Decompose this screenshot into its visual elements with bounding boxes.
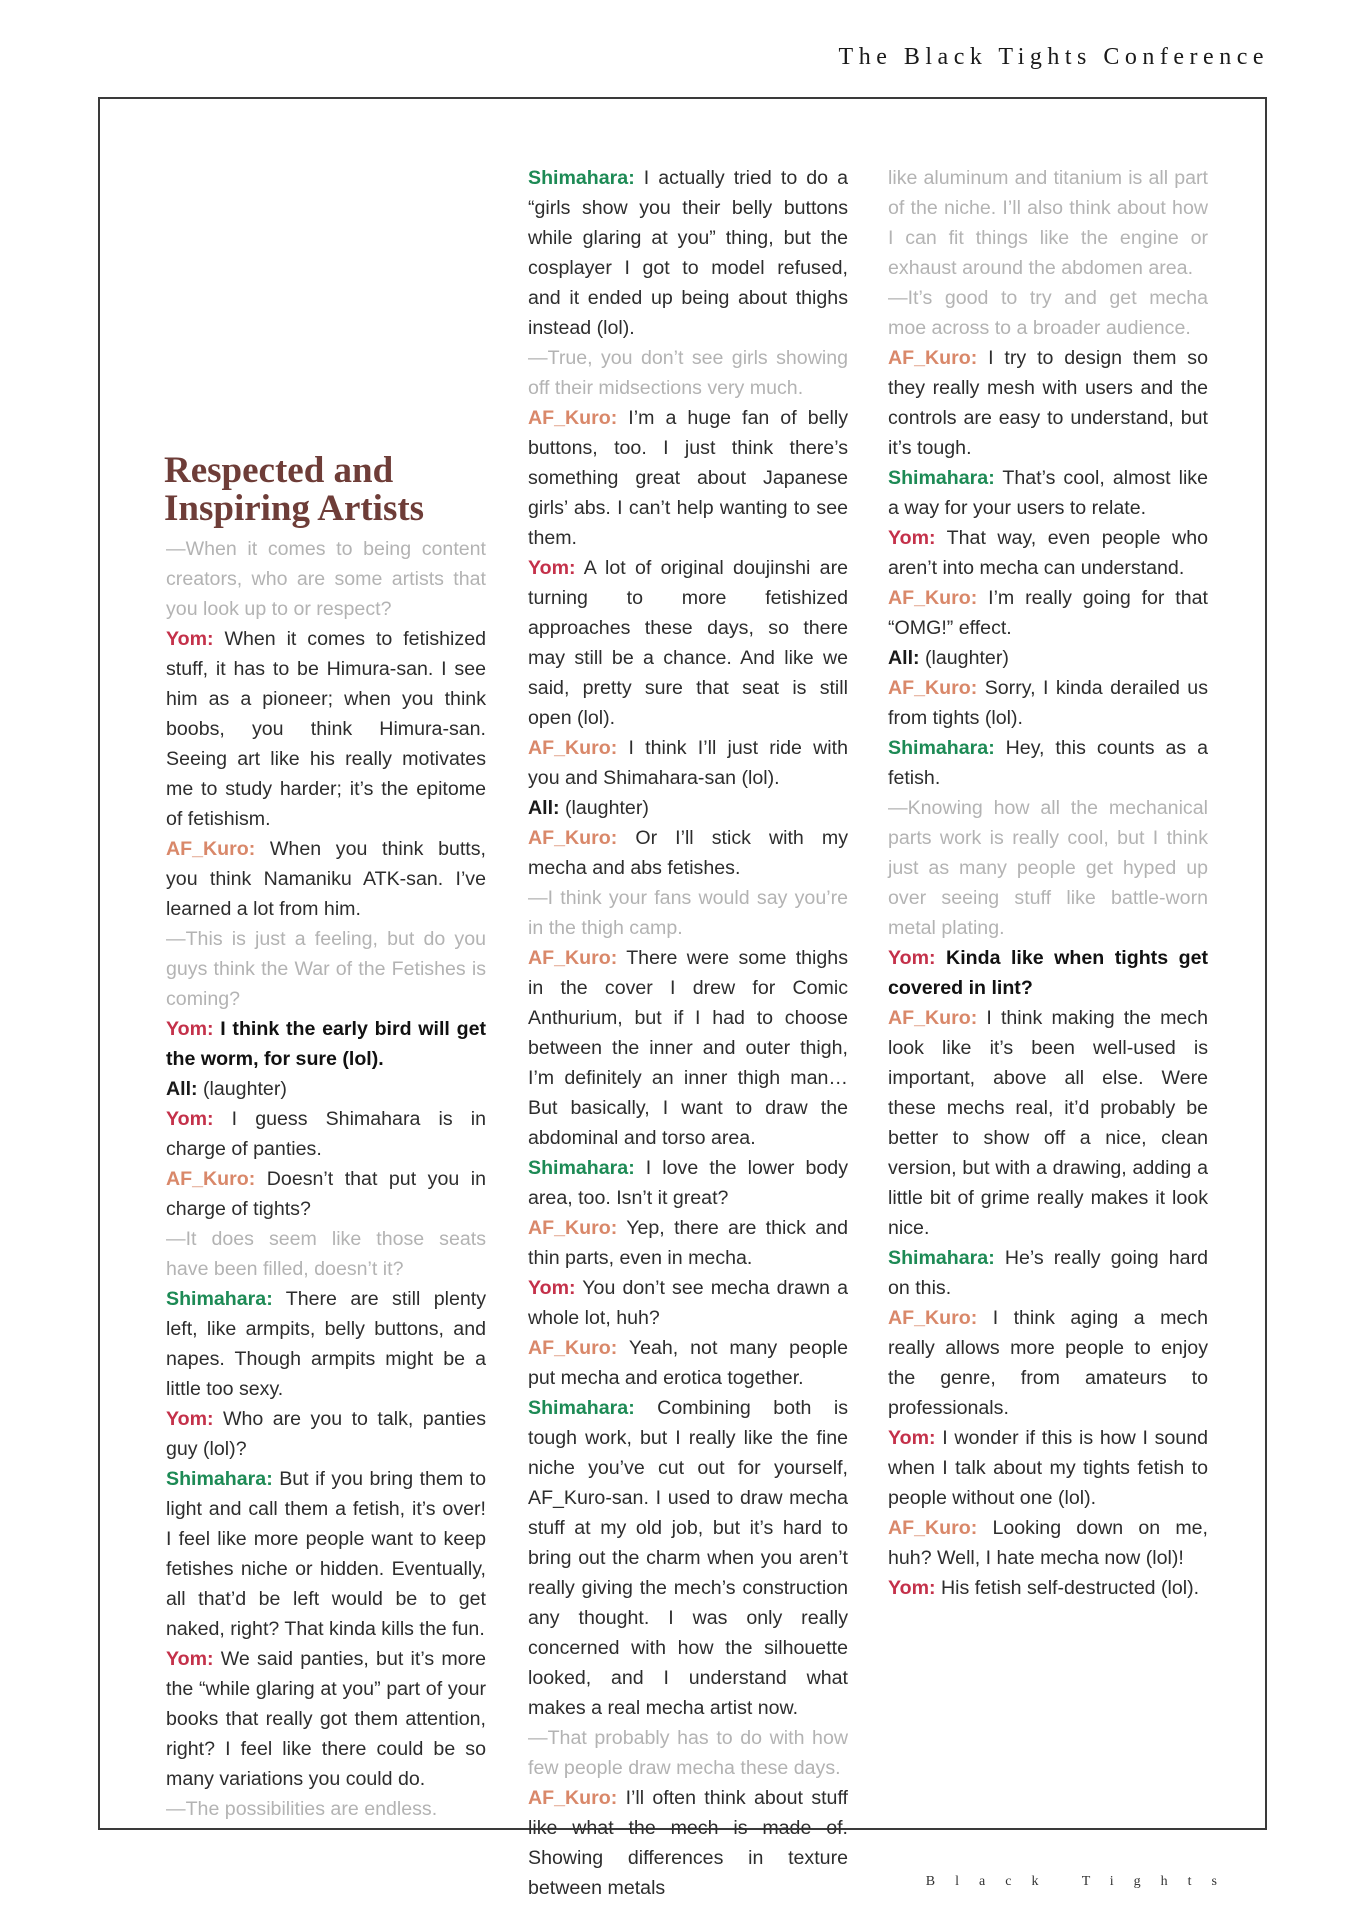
dialogue-text: —The possibilities are endless. [166,1798,438,1820]
speaker-name: Yom: [166,1018,214,1040]
dialogue-text: Or I’ll stick with my mecha and abs fetishes. [528,827,848,879]
dialogue-text: —It’s good to try and get mecha moe across to a broader audience. [888,287,1208,339]
dialogue-text: I think aging a mech really allows more people to enjoy the genre, from amateurs to professionals. [888,1307,1208,1419]
speaker-name: Yom: [528,557,576,579]
dialogue-text: Hey, this counts as a fetish. [888,737,1208,789]
dialogue-line [166,624,486,834]
speaker-name: Shimahara: [888,467,995,489]
dialogue-text: His fetish self-destructed (lol). [935,1577,1200,1599]
speaker-name: Yom: [888,1577,936,1599]
speaker-name: Yom: [888,1427,936,1449]
dialogue-line [888,733,1208,793]
dialogue-line [528,163,848,343]
speaker-name: AF_Kuro: [528,1787,618,1809]
dialogue-text: (laughter) [919,647,1009,669]
speaker-name: Yom: [166,1648,214,1670]
speaker-name: Shimahara: [888,737,995,759]
speaker-name: AF_Kuro: [888,1007,978,1029]
speaker-name: AF_Kuro: [888,1517,978,1539]
dialogue-line [528,553,848,733]
dialogue-line [528,1153,848,1213]
dialogue-text: —True, you don’t see girls showing off their midsections very much. [528,347,848,399]
dialogue-text: When it comes to fetishized stuff, it has to be Himura-san. I see him as a pioneer; when you think boobs, you think Himura-san. Seeing art like his really motivates me to study harder; it’s the epitome of fetishism. [166,628,486,830]
dialogue-line [888,943,1208,1003]
interviewer-question [528,1723,848,1783]
dialogue-text: But if you bring them to light and call them a fetish, it’s over! I feel like more people want to keep fetishes niche or hidden. Eventually, all that’d be left would be to get naked, right? That kinda kills the fun. [166,1468,486,1640]
dialogue-text: I guess Shimahara is in charge of panties. [166,1108,486,1160]
dialogue-line [888,1303,1208,1423]
dialogue-line [888,583,1208,643]
speaker-name: Yom: [166,1408,214,1430]
dialogue-line [166,834,486,924]
dialogue-line [166,1014,486,1074]
interviewer-question [888,793,1208,943]
column-3 [888,163,1208,1603]
speaker-name: Yom: [888,947,936,969]
dialogue-text: like aluminum and titanium is all part of the niche. I’ll also think about how I can fit things like the engine or exhaust around the abdomen area. [888,167,1208,279]
dialogue-text: —That probably has to do with how few people draw mecha these days. [528,1727,848,1779]
dialogue-line [528,1333,848,1393]
dialogue-line [528,403,848,553]
dialogue-text: I wonder if this is how I sound when I talk about my tights fetish to people without one (lol). [888,1427,1208,1509]
dialogue-text: I’m really going for that “OMG!” effect. [888,587,1208,639]
dialogue-text: You don’t see mecha drawn a whole lot, huh? [528,1277,848,1329]
speaker-name: Shimahara: [528,1397,635,1419]
dialogue-line [888,523,1208,583]
interviewer-question [528,883,848,943]
dialogue-text: I try to design them so they really mesh with users and the controls are easy to understand, but it’s tough. [888,347,1208,459]
dialogue-text: I think I’ll just ride with you and Shimahara-san (lol). [528,737,848,789]
dialogue-text: He’s really going hard on this. [888,1247,1208,1299]
dialogue-line [166,1404,486,1464]
interviewer-question [888,163,1208,283]
dialogue-text: I’m a huge fan of belly buttons, too. I just think there’s something great about Japanese girls’ abs. I can’t help wanting to see them. [528,407,848,549]
interviewer-question [528,343,848,403]
column-1 [166,534,486,1824]
dialogue-line [888,463,1208,523]
dialogue-text: Kinda like when tights get covered in lint? [888,947,1208,999]
dialogue-text: Looking down on me, huh? Well, I hate mecha now (lol)! [888,1517,1208,1569]
dialogue-text: We said panties, but it’s more the “while glaring at you” part of your books that really got them attention, right? I feel like there could be so many variations you could do. [166,1648,486,1790]
speaker-name: Yom: [166,1108,214,1130]
dialogue-text: I actually tried to do a “girls show you their belly buttons while glaring at you” thing, but the cosplayer I got to model refused, and it ended up being about thighs instead (lol). [528,167,848,339]
page-header-title: The Black Tights Conference [838,44,1269,70]
dialogue-line [166,1644,486,1794]
speaker-name: AF_Kuro: [528,1217,618,1239]
interviewer-question [166,534,486,624]
dialogue-line [888,1423,1208,1513]
dialogue-line [888,1243,1208,1303]
speaker-name: AF_Kuro: [528,407,618,429]
speaker-name: AF_Kuro: [528,1337,618,1359]
speaker-name: Shimahara: [888,1247,995,1269]
speaker-name: Shimahara: [166,1288,273,1310]
dialogue-line [166,1464,486,1644]
dialogue-line [166,1074,486,1104]
dialogue-text: There are still plenty left, like armpits, belly buttons, and napes. Though armpits might be a little too sexy. [166,1288,486,1400]
interviewer-question [888,283,1208,343]
speaker-name: AF_Kuro: [888,677,978,699]
dialogue-text: I think making the mech look like it’s been well-used is important, above all else. Were these mechs real, it’d probably be better to show off a nice, clean version, but with a drawing, adding a little bit of grime really makes it look nice. [888,1007,1208,1239]
dialogue-text: Yep, there are thick and thin parts, even in mecha. [528,1217,848,1269]
speaker-name: All: [528,797,560,819]
dialogue-line [528,823,848,883]
dialogue-text: Sorry, I kinda derailed us from tights (lol). [888,677,1208,729]
page-footer: Black Tights [925,1874,1237,1889]
dialogue-line [888,1573,1208,1603]
dialogue-text: I’ll often think about stuff like what the mech is made of. Showing differences in texture between metals [528,1787,848,1899]
dialogue-text: I love the lower body area, too. Isn’t it great? [528,1157,848,1209]
dialogue-line [528,733,848,793]
speaker-name: Yom: [166,628,214,650]
dialogue-line [528,1213,848,1273]
dialogue-text: There were some thighs in the cover I drew for Comic Anthurium, but if I had to choose between the inner and outer thigh, I’m definitely an inner thigh man… But basically, I want to draw the abdominal and torso area. [528,947,848,1149]
dialogue-line [888,1003,1208,1243]
column-2 [528,163,848,1903]
interviewer-question [166,924,486,1014]
dialogue-text: I think the early bird will get the worm, for sure (lol). [166,1018,486,1070]
dialogue-text: Doesn’t that put you in charge of tights? [166,1168,486,1220]
speaker-name: AF_Kuro: [888,347,978,369]
speaker-name: All: [166,1078,198,1100]
interviewer-question [166,1224,486,1284]
speaker-name: AF_Kuro: [166,1168,256,1190]
speaker-name: Yom: [528,1277,576,1299]
dialogue-line [888,1513,1208,1573]
dialogue-text: That’s cool, almost like a way for your users to relate. [888,467,1208,519]
dialogue-text: A lot of original doujinshi are turning to more fetishized approaches these days, so there may still be a chance. And like we said, pretty sure that seat is still open (lol). [528,557,848,729]
speaker-name: AF_Kuro: [528,947,618,969]
dialogue-text: —This is just a feeling, but do you guys think the War of the Fetishes is coming? [166,928,486,1010]
speaker-name: Yom: [888,527,936,549]
speaker-name: AF_Kuro: [528,737,618,759]
section-heading: Respected and Inspiring Artists [164,450,425,529]
dialogue-line [166,1164,486,1224]
dialogue-line [528,793,848,823]
speaker-name: AF_Kuro: [888,587,978,609]
speaker-name: AF_Kuro: [528,827,618,849]
dialogue-text: (laughter) [559,797,649,819]
dialogue-line [528,943,848,1153]
dialogue-text: Yeah, not many people put mecha and erotica together. [528,1337,848,1389]
dialogue-line [166,1284,486,1404]
speaker-name: Shimahara: [528,1157,635,1179]
dialogue-line [888,643,1208,673]
dialogue-text: Who are you to talk, panties guy (lol)? [166,1408,486,1460]
speaker-name: AF_Kuro: [888,1307,978,1329]
speaker-name: Shimahara: [528,167,635,189]
dialogue-text: When you think butts, you think Namaniku ATK-san. I’ve learned a lot from him. [166,838,486,920]
speaker-name: All: [888,647,920,669]
dialogue-text: Combining both is tough work, but I really like the fine niche you’ve cut out for yourself, AF_Kuro-san. I used to draw mecha stuff at my old job, but it’s hard to bring out the charm when you aren’t really giving the mech’s construction any thought. I was only really concerned with how the silhouette looked, and I understand what makes a real mecha artist now. [528,1397,848,1719]
dialogue-line [888,673,1208,733]
dialogue-text: —I think your fans would say you’re in the thigh camp. [528,887,848,939]
interviewer-question [166,1794,486,1824]
speaker-name: Shimahara: [166,1468,273,1490]
dialogue-text: —It does seem like those seats have been filled, doesn’t it? [166,1228,486,1280]
dialogue-line [888,343,1208,463]
dialogue-text: That way, even people who aren’t into mecha can understand. [888,527,1208,579]
dialogue-text: —Knowing how all the mechanical parts work is really cool, but I think just as many people get hyped up over seeing stuff like battle-worn metal plating. [888,797,1208,939]
dialogue-text: —When it comes to being content creators, who are some artists that you look up to or respect? [166,538,486,620]
dialogue-line [528,1783,848,1903]
speaker-name: AF_Kuro: [166,838,256,860]
dialogue-line [166,1104,486,1164]
dialogue-line [528,1393,848,1723]
dialogue-line [528,1273,848,1333]
dialogue-text: (laughter) [197,1078,287,1100]
